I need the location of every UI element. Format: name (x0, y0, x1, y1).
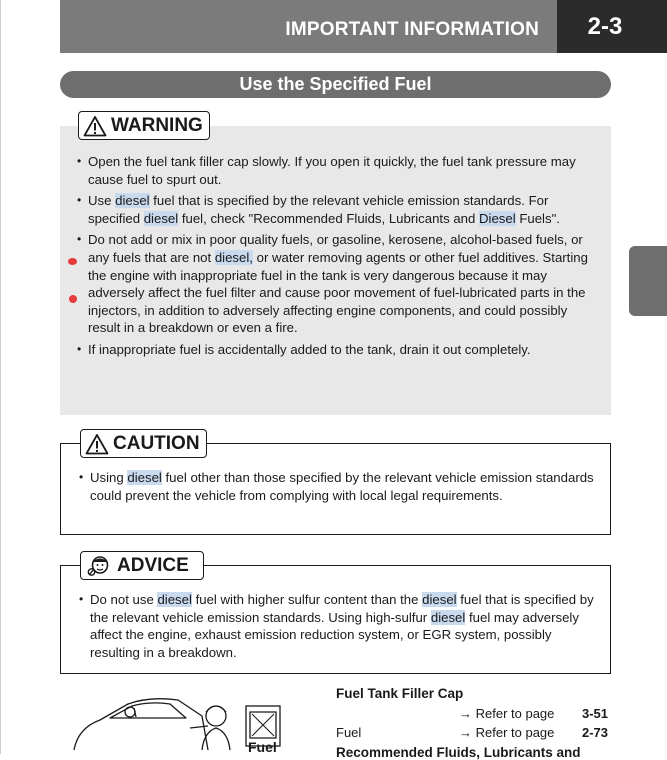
red-marker-dot (69, 295, 77, 303)
highlighted-term: diesel (127, 470, 162, 485)
item-text: fuel with higher sulfur content than the (191, 592, 423, 607)
fueling-illustration (70, 688, 300, 754)
warning-label-text: WARNING (111, 114, 203, 136)
mechanic-icon (87, 554, 113, 578)
reference-title: Fuel Tank Filler Cap (336, 686, 464, 701)
item-text: fuel, check "Recommended Fluids, Lubricants and (178, 210, 480, 226)
reference-arrow-text: → Refer to page (459, 706, 555, 721)
chapter-side-tab[interactable] (629, 246, 667, 316)
highlighted-term: diesel, (214, 249, 253, 265)
advice-label (80, 551, 204, 580)
list-item (77, 231, 599, 337)
warning-label (78, 111, 210, 140)
reference-more-title: Recommended Fluids, Lubricants and (336, 745, 581, 760)
item-text: or water removing agents or other fuel additives. Starting the engine with inappropriate fuel in the tank is very dangerous because it may adversely affect the fuel filter and cause poor movement of fuel-lubricated parts in the injectors, in addition to adversely affecting engine components, and could possibly result in a breakdown or even a fire. (88, 249, 588, 336)
caution-label-text: CAUTION (113, 432, 200, 454)
item-text: Use (88, 193, 116, 209)
highlighted-term: diesel (143, 210, 179, 226)
advice-list (79, 591, 599, 661)
warning-list (77, 153, 599, 363)
page-edge (0, 0, 1, 754)
caution-triangle-icon (85, 433, 109, 455)
item-text: Using (90, 470, 128, 485)
caution-label (80, 429, 207, 458)
list-item (77, 153, 599, 188)
list-item (77, 341, 599, 359)
highlighted-term: diesel (157, 592, 192, 607)
page-number: 2-3 (557, 0, 667, 53)
advice-label-text: ADVICE (117, 554, 189, 576)
section-title: Use the Specified Fuel (60, 71, 611, 98)
reference-arrow-text: → Refer to page (459, 725, 555, 740)
list-item (79, 591, 599, 661)
highlighted-term: Diesel (479, 210, 516, 226)
reference-page-link[interactable]: 2-73 (582, 725, 609, 740)
item-text: fuel that is specified by the relevant vehicle emission standards. Using high-sulfur (90, 592, 594, 625)
item-text: Do not add or mix in poor quality fuels, or gasoline, kerosene, alcohol-based fuels, or any fuels that are not (88, 232, 583, 265)
item-text: Open the fuel tank filler cap slowly. If you open it quickly, the fuel tank pressure may cause fuel to spurt out. (88, 154, 576, 187)
item-text: fuel that is specified by the relevant vehicle emission standards. For specified (88, 193, 549, 226)
highlighted-term: diesel (430, 609, 466, 625)
item-text: fuel other than those specified by the relevant vehicle emission standards could prevent the vehicle from complying with local legal requirements. (90, 470, 594, 503)
header-title: IMPORTANT INFORMATION (285, 19, 539, 40)
item-text: If inappropriate fuel is accidentally added to the tank, drain it out completely. (88, 341, 531, 357)
item-text: Fuels". (515, 210, 560, 226)
item-text: Do not use (90, 592, 158, 607)
warning-triangle-icon (83, 115, 107, 137)
red-marker-dot (68, 258, 77, 265)
fuel-sign-text: Fuel (248, 739, 277, 754)
list-item (77, 192, 599, 227)
reference-page-link[interactable]: 3-51 (582, 706, 609, 721)
header-bar (60, 0, 557, 53)
reference-label: Fuel (336, 725, 362, 740)
list-item (79, 469, 599, 504)
highlighted-term: diesel (115, 193, 150, 209)
highlighted-term: diesel (422, 592, 457, 607)
caution-list (79, 469, 599, 504)
item-text: fuel may adversely affect the engine, exhaust emission reduction system, or EGR system, possibly resulting in a breakdown. (90, 609, 579, 660)
